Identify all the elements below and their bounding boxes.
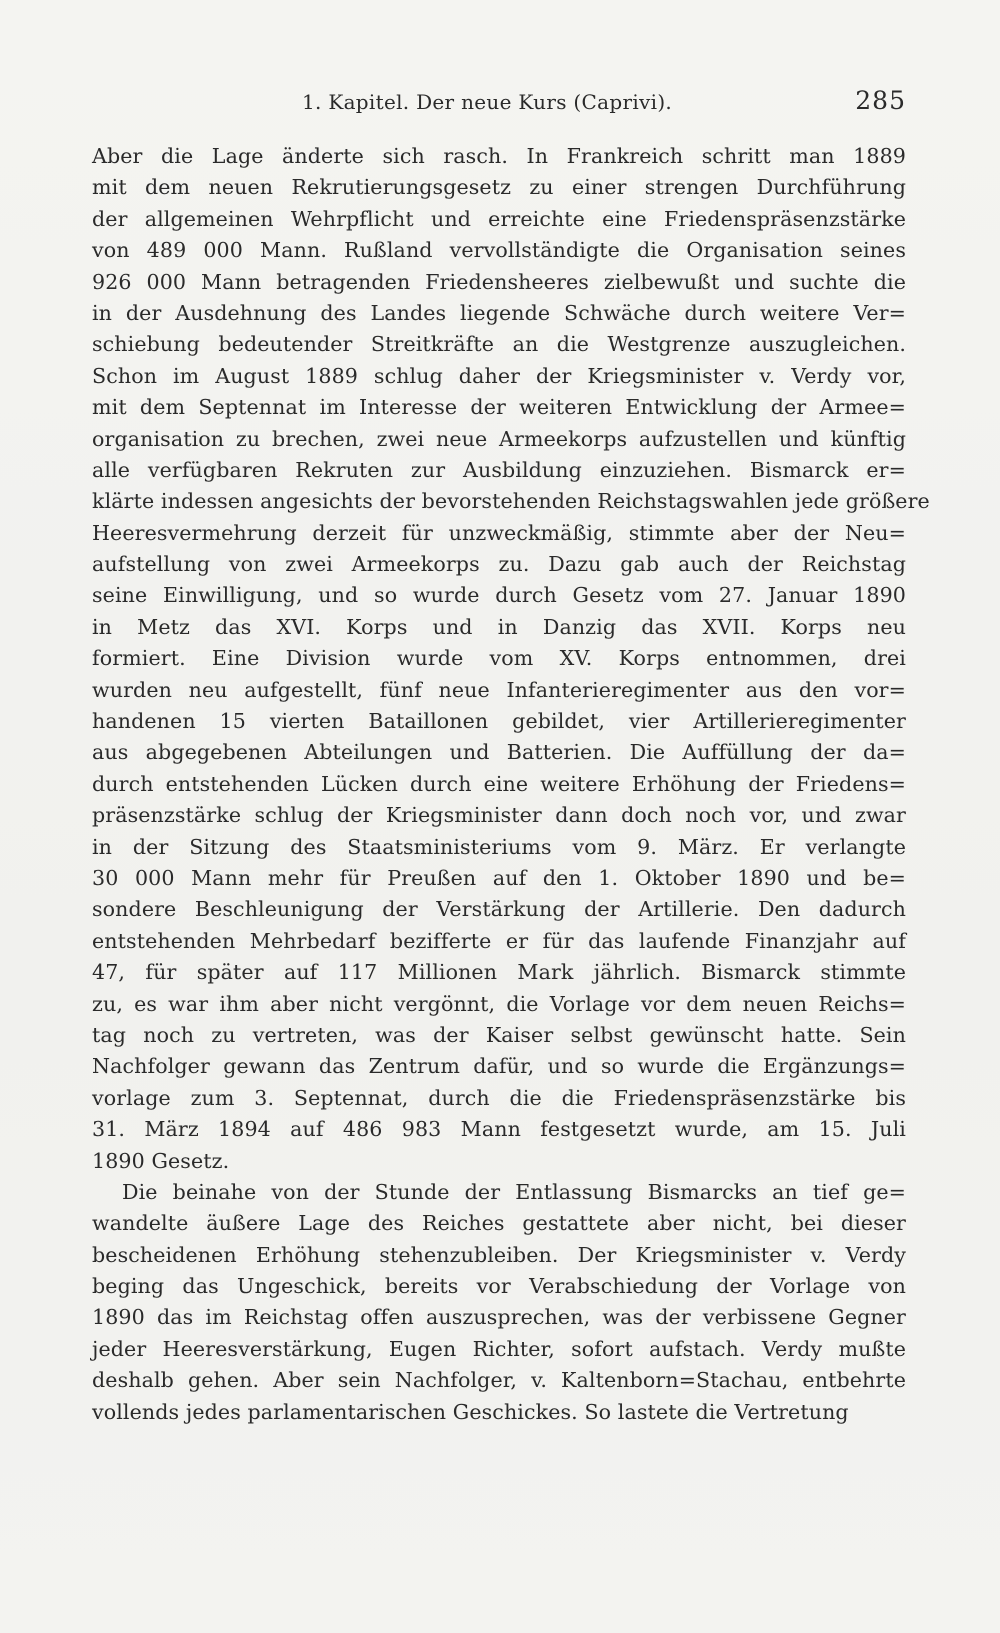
text-line: von 489 000 Mann. Rußland vervollständigte die Organisation seines (92, 238, 906, 263)
text-line: Heeresvermehrung derzeit für unzweckmäßig, stimmte aber der Neu= (92, 520, 906, 545)
text-line: klärte indessen angesichts der bevorstehenden Reichstagswahlen jede größere (92, 489, 930, 514)
text-line: Schon im August 1889 schlug daher der Kriegsminister v. Verdy vor, (92, 363, 906, 388)
text-line: 47, für später auf 117 Millionen Mark jährlich. Bismarck stimmte (92, 960, 906, 985)
text-line: durch entstehenden Lücken durch eine weitere Erhöhung der Friedens= (92, 771, 906, 796)
text-line: der allgemeinen Wehrpflicht und erreichte eine Friedenspräsenzstärke (92, 206, 906, 231)
page-number: 285 (855, 86, 906, 115)
paragraph (92, 141, 930, 1177)
text-line: deshalb gehen. Aber sein Nachfolger, v. Kaltenborn=Stachau, entbehrte (92, 1368, 906, 1393)
text-line: zu, es war ihm aber nicht vergönnt, die Vorlage vor dem neuen Reichs= (92, 991, 906, 1016)
text-line: vollends jedes parlamentarischen Geschickes. So lastete die Vertretung (92, 1399, 849, 1424)
text-line: tag noch zu vertreten, was der Kaiser selbst gewünscht hatte. Sein (92, 1022, 906, 1047)
text-line: aufstellung von zwei Armeekorps zu. Dazu gab auch der Reichstag (92, 552, 906, 577)
text-line: alle verfügbaren Rekruten zur Ausbildung einzuziehen. Bismarck er= (92, 457, 906, 482)
text-line: formiert. Eine Division wurde vom XV. Korps entnommen, drei (92, 646, 906, 671)
text-line: sondere Beschleunigung der Verstärkung der Artillerie. Den dadurch (92, 897, 906, 922)
text-line: beging das Ungeschick, bereits vor Verabschiedung der Vorlage von (92, 1274, 906, 1299)
running-head (92, 86, 906, 122)
text-line: aus abgegebenen Abteilungen und Batterien. Die Auffüllung der da= (92, 740, 906, 765)
text-line: Nachfolger gewann das Zentrum dafür, und so wurde die Ergänzungs= (92, 1054, 906, 1079)
text-line: mit dem Septennat im Interesse der weiteren Entwicklung der Armee= (92, 395, 906, 420)
text-line: 1890 Gesetz. (92, 1148, 230, 1173)
text-line: organisation zu brechen, zwei neue Armeekorps aufzustellen und künftig (92, 426, 906, 451)
text-line: mit dem neuen Rekrutierungsgesetz zu einer strengen Durchführung (92, 175, 906, 200)
text-line: bescheidenen Erhöhung stehenzubleiben. Der Kriegsminister v. Verdy (92, 1242, 906, 1267)
text-line: präsenzstärke schlug der Kriegsminister dann doch noch vor, und zwar (92, 803, 906, 828)
text-line: in der Sitzung des Staatsministeriums vom 9. März. Er verlangte (92, 834, 906, 859)
text-line: seine Einwilligung, und so wurde durch Gesetz vom 27. Januar 1890 (92, 583, 906, 608)
text-line: 30 000 Mann mehr für Preußen auf den 1. Oktober 1890 und be= (92, 865, 906, 890)
text-line: wurden neu aufgestellt, fünf neue Infanterieregimenter aus den vor= (92, 677, 906, 702)
text-line: handenen 15 vierten Bataillonen gebildet, vier Artillerieregimenter (92, 709, 906, 734)
text-line: in der Ausdehnung des Landes liegende Schwäche durch weitere Ver= (92, 300, 906, 325)
text-line: jeder Heeresverstärkung, Eugen Richter, sofort aufstach. Verdy mußte (92, 1336, 906, 1361)
text-line: schiebung bedeutender Streitkräfte an die Westgrenze auszugleichen. (92, 332, 906, 357)
text-line: wandelte äußere Lage des Reiches gestattete aber nicht, bei dieser (92, 1211, 906, 1236)
text-line: vorlage zum 3. Septennat, durch die die Friedenspräsenzstärke bis (92, 1085, 906, 1110)
chapter-heading: 1. Kapitel. Der neue Kurs (Caprivi). (302, 90, 673, 114)
text-line: 31. März 1894 auf 486 983 Mann festgesetzt wurde, am 15. Juli (92, 1117, 906, 1142)
text-line: entstehenden Mehrbedarf bezifferte er für das laufende Finanzjahr auf (92, 928, 906, 953)
text-line: Aber die Lage änderte sich rasch. In Frankreich schritt man 1889 (92, 144, 906, 168)
text-line: Die beinahe von der Stunde der Entlassung Bismarcks an tief ge= (122, 1179, 906, 1204)
paragraph (92, 1177, 906, 1428)
text-line: 1890 das im Reichstag offen auszusprechen, was der verbissene Gegner (92, 1305, 906, 1330)
text-line: in Metz das XVI. Korps und in Danzig das XVII. Korps neu (92, 614, 906, 639)
text-line: 926 000 Mann betragenden Friedensheeres zielbewußt und suchte die (92, 269, 906, 294)
body-text (92, 141, 930, 1428)
